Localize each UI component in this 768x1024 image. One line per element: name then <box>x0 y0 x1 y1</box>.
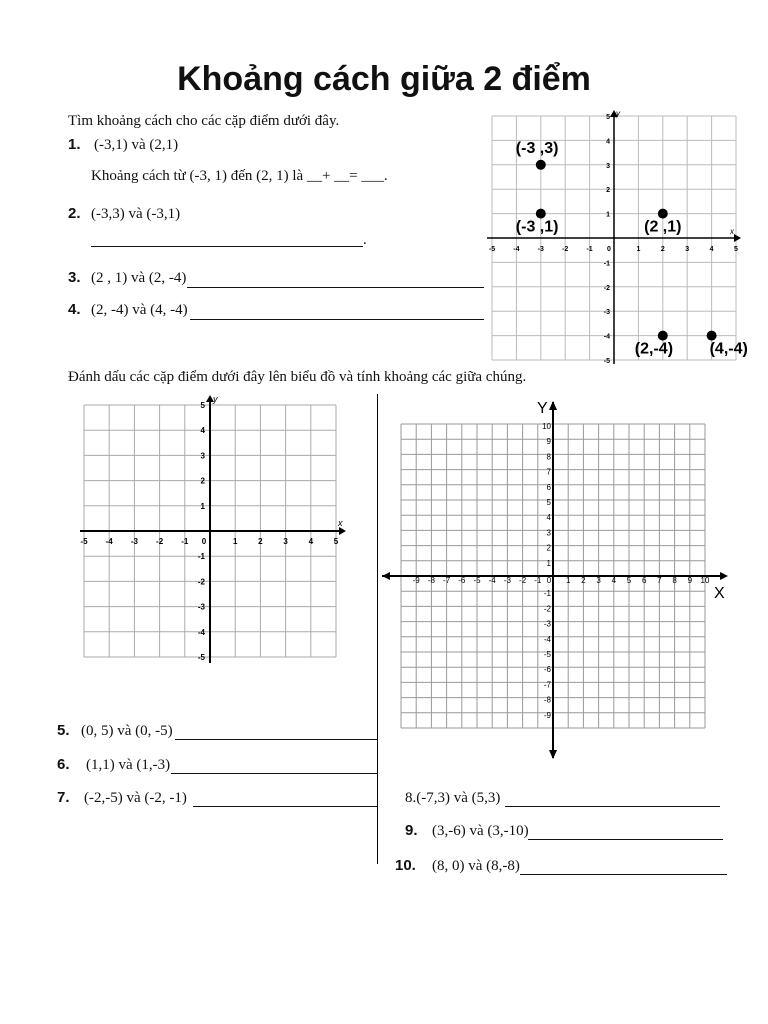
tick-label: -9 <box>543 710 551 720</box>
tick-label: 5 <box>333 537 339 546</box>
tick-label: 6 <box>546 482 551 492</box>
tick-label: -6 <box>458 576 466 585</box>
plotted-point <box>658 209 668 219</box>
q1-number: 1. <box>68 136 81 153</box>
tick-label: -8 <box>543 695 551 705</box>
tick-label: -4 <box>513 246 520 253</box>
graph-large[interactable] <box>380 398 748 763</box>
q10-text: (8, 0) và (8,-8) <box>432 858 520 874</box>
tick-label: -1 <box>534 576 542 585</box>
tick-label: 6 <box>641 576 647 585</box>
tick-label: 3 <box>685 246 690 253</box>
tick-label: -4 <box>197 627 205 637</box>
q8-answer-line[interactable] <box>505 806 720 807</box>
graph-small[interactable] <box>74 393 354 673</box>
tick-label: -3 <box>197 602 205 612</box>
tick-label: -1 <box>543 589 551 599</box>
large-x-arrow-right <box>720 572 728 580</box>
tick-label: -2 <box>543 604 551 614</box>
tick-label: 3 <box>596 576 601 585</box>
tick-label: 4 <box>546 513 551 523</box>
q7-number: 7. <box>57 789 70 806</box>
point-label: (-3 ,1) <box>515 218 559 236</box>
q6-number: 6. <box>57 756 70 773</box>
tick-label: 3 <box>546 528 551 538</box>
q3-number: 3. <box>68 269 81 286</box>
tick-label: -7 <box>543 680 551 690</box>
part1-instruction: Tìm khoảng cách cho các cặp điểm dưới đây. <box>68 113 340 129</box>
tick-label: -9 <box>412 576 420 585</box>
point-label: (4,-4) <box>709 340 748 358</box>
tick-label: -3 <box>130 537 138 546</box>
tick-label: 10 <box>542 422 551 431</box>
tick-label: -1 <box>603 260 610 268</box>
tick-label: 4 <box>200 426 205 436</box>
tick-label: 4 <box>709 246 714 253</box>
tick-label: -1 <box>586 246 593 253</box>
q1-hint: Khoảng cách từ (-3, 1) đến (2, 1) là __+ __= ___. <box>91 168 388 184</box>
plotted-point <box>536 160 546 170</box>
q9-number: 9. <box>405 822 418 839</box>
q7-answer-line[interactable] <box>193 806 378 807</box>
tick-label: 8 <box>546 452 551 462</box>
tick-label: -3 <box>503 576 511 585</box>
q9-text: (3,-6) và (3,-10) <box>432 823 529 839</box>
tick-label: 9 <box>687 576 693 585</box>
tick-label: -3 <box>537 246 544 253</box>
tick-label: -3 <box>543 619 551 629</box>
tick-label: 5 <box>546 498 551 507</box>
tick-label: -1 <box>197 552 205 562</box>
q3-answer-line[interactable] <box>187 287 484 288</box>
tick-label: -2 <box>562 246 569 253</box>
q5-number: 5. <box>57 722 70 739</box>
large-x-arrow-left <box>382 572 390 580</box>
plotted-point <box>707 331 717 341</box>
example-graph <box>482 108 748 370</box>
tick-label: -5 <box>197 653 205 662</box>
vertical-divider <box>377 394 378 864</box>
tick-label: -2 <box>603 284 610 292</box>
small-x-arrow <box>339 527 346 535</box>
large-y-arrow-up <box>549 401 557 410</box>
tick-label: 5 <box>200 401 205 410</box>
tick-label: 2 <box>200 476 205 486</box>
tick-label: 5 <box>606 114 610 121</box>
tick-label: -3 <box>603 309 610 317</box>
tick-label: 4 <box>606 138 610 146</box>
q1-text: (-3,1) và (2,1) <box>94 137 179 153</box>
example-y-label: y <box>616 109 620 118</box>
q5-text: (0, 5) và (0, -5) <box>81 723 173 739</box>
tick-label: 5 <box>734 246 738 253</box>
plotted-point <box>536 209 546 219</box>
tick-label: -1 <box>181 537 189 546</box>
point-label: (2,-4) <box>634 340 674 358</box>
q2-period: . <box>363 232 367 248</box>
q4-answer-line[interactable] <box>190 319 484 320</box>
plotted-point <box>658 331 668 341</box>
tick-label: -4 <box>488 576 496 585</box>
small-x-label: x <box>338 518 343 528</box>
q8-text: 8.(-7,3) và (5,3) <box>405 790 501 806</box>
q6-answer-line[interactable] <box>171 773 378 774</box>
tick-label: -6 <box>543 665 551 675</box>
tick-label: 2 <box>258 537 263 546</box>
tick-label: 5 <box>626 576 632 585</box>
example-x-label: x <box>730 227 734 236</box>
tick-label: -4 <box>543 634 551 644</box>
example-x-arrow <box>734 234 741 242</box>
q6-text: (1,1) và (1,-3) <box>86 757 171 773</box>
tick-label: 4 <box>308 537 314 546</box>
tick-label: -2 <box>519 576 527 585</box>
q3-text: (2 , 1) và (2, -4) <box>91 270 187 286</box>
tick-label: -5 <box>473 576 481 585</box>
tick-label: -5 <box>488 246 496 253</box>
q2-number: 2. <box>68 205 81 222</box>
tick-label: -5 <box>80 537 88 546</box>
tick-label: 3 <box>606 162 610 170</box>
tick-label: -8 <box>427 576 435 585</box>
point-label: (2 ,1) <box>644 218 682 236</box>
tick-label: 4 <box>611 576 617 585</box>
tick-label: 10 <box>700 576 710 585</box>
tick-label: 2 <box>546 543 551 553</box>
small-y-label: y <box>213 394 218 404</box>
tick-label: 3 <box>200 451 205 461</box>
tick-label: 9 <box>546 437 551 447</box>
tick-label: 0 <box>607 246 611 253</box>
tick-label: 1 <box>546 558 551 568</box>
tick-label: 8 <box>672 576 677 585</box>
q10-number: 10. <box>395 857 416 874</box>
tick-label: 2 <box>581 576 586 585</box>
tick-label: 2 <box>606 187 610 195</box>
point-label: (-3 ,3) <box>515 139 559 157</box>
q4-text: (2, -4) và (4, -4) <box>91 302 188 318</box>
tick-label: 1 <box>200 501 205 511</box>
tick-label: -5 <box>603 358 610 365</box>
tick-label: 1 <box>565 576 571 585</box>
tick-label: 7 <box>657 576 662 585</box>
q4-number: 4. <box>68 301 81 318</box>
q2-text: (-3,3) và (-3,1) <box>91 206 181 222</box>
tick-label: 0 <box>201 537 207 546</box>
tick-label: -4 <box>105 537 113 546</box>
large-y-arrow-down <box>549 750 557 759</box>
page-title: Khoảng cách giữa 2 điểm <box>177 60 591 98</box>
q10-answer-line[interactable] <box>520 874 727 875</box>
tick-label: 7 <box>546 467 551 477</box>
large-y-label: Y <box>537 400 548 417</box>
tick-label: 2 <box>660 246 665 253</box>
tick-label: -2 <box>156 537 164 546</box>
tick-label: 3 <box>283 537 288 546</box>
large-x-label: X <box>714 585 725 602</box>
q7-text: (-2,-5) và (-2, -1) <box>84 790 187 806</box>
tick-label: 1 <box>232 537 238 546</box>
q5-answer-line[interactable] <box>175 739 378 740</box>
part2-instruction: Đánh dấu các cặp điểm dưới đây lên biểu đồ và tính khoảng các giữa chúng. <box>68 369 527 385</box>
tick-label: -2 <box>197 577 205 587</box>
tick-label: -5 <box>543 650 551 659</box>
tick-label: -4 <box>603 333 610 341</box>
q2-answer-line[interactable] <box>91 246 363 247</box>
tick-label: 1 <box>606 211 610 219</box>
tick-label: -7 <box>443 576 451 585</box>
q9-answer-line[interactable] <box>528 839 723 840</box>
tick-label: 0 <box>546 576 552 585</box>
tick-label: 1 <box>636 246 641 253</box>
